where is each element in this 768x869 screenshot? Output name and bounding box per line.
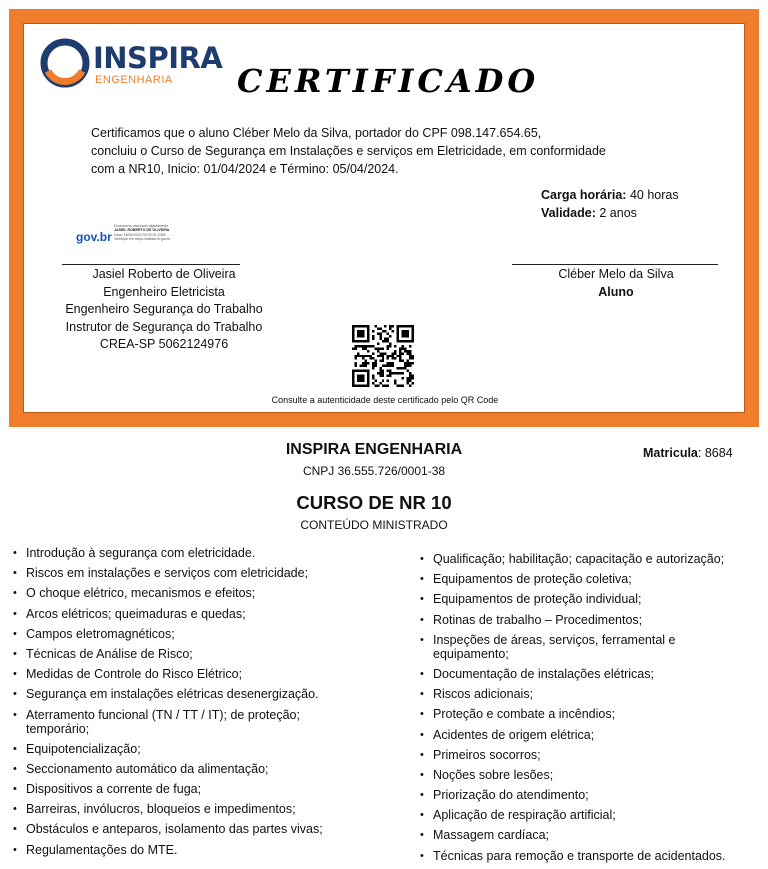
stamp-line: Verifique em https://validar.iti.gov.br xyxy=(114,237,171,242)
qr-code[interactable] xyxy=(352,325,414,387)
validity-label: Validade: xyxy=(541,206,596,220)
topic-item: • Aplicação de respiração artificial; xyxy=(418,808,753,822)
instructor-title: Engenheiro Segurança do Trabalho xyxy=(65,302,263,316)
instructor-name: Jasiel Roberto de Oliveira xyxy=(92,267,236,281)
topic-item: • Medidas de Controle do Risco Elétrico; xyxy=(11,667,341,681)
instructor-registry: CREA-SP 5062124976 xyxy=(99,337,229,351)
topic-item: • Acidentes de origem elétrica; xyxy=(418,728,753,742)
student-signature-line xyxy=(512,264,718,265)
certificate-title: CERTIFICADO xyxy=(237,62,540,100)
topic-item: • Inspeções de áreas, serviços, ferramental e equipamento; xyxy=(418,633,753,661)
topic-item: • Noções sobre lesões; xyxy=(418,768,753,782)
student-role: Aluno xyxy=(598,284,634,299)
workload-value: 40 horas xyxy=(629,188,679,202)
course-info xyxy=(541,186,679,222)
logo-name: INSPIRA xyxy=(93,41,223,75)
company-cnpj: CNPJ 36.555.726/0001-38 xyxy=(302,464,446,478)
topic-item: • Aterramento funcional (TN / TT / IT); de proteção; temporário; xyxy=(11,708,341,736)
stamp-line: Data: 18/04/2024 09:25:31-0300 xyxy=(114,232,166,237)
company-logo xyxy=(39,37,229,93)
stamp-text xyxy=(114,224,170,242)
topic-item: • Campos eletromagnéticos; xyxy=(11,627,341,641)
instructor-title: Engenheiro Eletricista xyxy=(103,284,225,299)
topic-item: • Regulamentações do MTE. xyxy=(11,843,341,857)
topic-item: • Massagem cardíaca; xyxy=(418,828,753,842)
registration-label: Matricula xyxy=(643,446,698,460)
topic-item: • Técnicas de Análise de Risco; xyxy=(11,647,341,661)
topic-item: • Obstáculos e anteparos, isolamento das partes vivas; xyxy=(11,822,341,836)
topic-item: • Riscos adicionais; xyxy=(418,687,753,701)
student-name: Cléber Melo da Silva xyxy=(558,267,674,281)
topic-item: • Técnicas para remoção e transporte de acidentados. xyxy=(418,849,753,863)
instructor-signature-block xyxy=(54,266,274,354)
topic-item: • Equipamentos de proteção individual; xyxy=(418,592,753,606)
topic-item: • Proteção e combate a incêndios; xyxy=(418,707,753,721)
registration-value: : 8684 xyxy=(697,446,733,460)
company-name: INSPIRA ENGENHARIA xyxy=(285,441,463,458)
digital-signature-stamp xyxy=(76,222,196,250)
instructor-signature-line xyxy=(62,264,240,265)
validity-value: 2 anos xyxy=(599,206,637,220)
certificate-text-line: Certificamos que o aluno Cléber Melo da Silva, portador do CPF 098.147.654.65, xyxy=(91,126,542,140)
qr-caption: Consulte a autenticidade deste certificado pelo QR Code xyxy=(271,395,499,405)
certificate-frame xyxy=(9,9,759,427)
topic-item: • Arcos elétricos; queimaduras e quedas; xyxy=(11,607,341,621)
topic-item: • O choque elétrico, mecanismos e efeitos; xyxy=(11,586,341,600)
certificate-panel xyxy=(23,23,745,413)
topic-item: • Segurança em instalações elétricas desenergização. xyxy=(11,687,341,701)
topic-item: • Riscos em instalações e serviços com eletricidade; xyxy=(11,566,341,580)
workload-row xyxy=(541,186,679,204)
stamp-line: JASIEL ROBERTO DE OLIVEIRA xyxy=(114,228,170,233)
topic-item: • Primeiros socorros; xyxy=(418,748,753,762)
certificate-text xyxy=(91,124,671,178)
instructor-title: Instrutor de Segurança do Trabalho xyxy=(65,319,263,334)
topic-item: • Documentação de instalações elétricas; xyxy=(418,667,753,681)
certificate-text-line: concluiu o Curso de Segurança em Instalações e serviços em Eletricidade, em conformidade xyxy=(91,144,606,158)
topic-item: • Priorização do atendimento; xyxy=(418,788,753,802)
topic-item: • Qualificação; habilitação; capacitação e autorização; xyxy=(418,552,753,566)
topics-list-right xyxy=(418,552,753,869)
topic-item: • Dispositivos a corrente de fuga; xyxy=(11,782,341,796)
logo-subtitle: ENGENHARIA xyxy=(95,74,173,86)
content-heading: CONTEÚDO MINISTRADO xyxy=(300,518,448,532)
govbr-logo: gov.br xyxy=(76,230,112,244)
course-title: CURSO DE NR 10 xyxy=(296,492,452,513)
student-signature-block xyxy=(511,266,721,301)
logo-mark-icon xyxy=(39,37,91,89)
registration-number xyxy=(643,446,733,460)
topic-item: • Seccionamento automático da alimentação; xyxy=(11,762,341,776)
workload-label: Carga horária: xyxy=(541,188,627,202)
certificate-text-line: com a NR10, Inicio: 01/04/2024 e Término: 05/04/2024. xyxy=(91,162,399,176)
topics-list-left xyxy=(11,546,341,863)
topic-item: • Introdução à segurança com eletricidade. xyxy=(11,546,341,560)
topic-item: • Equipamentos de proteção coletiva; xyxy=(418,572,753,586)
validity-row xyxy=(541,204,679,222)
topic-item: • Barreiras, invólucros, bloqueios e impedimentos; xyxy=(11,802,341,816)
topic-item: • Equipotencialização; xyxy=(11,742,341,756)
stamp-line: Documento assinado digitalmente xyxy=(114,224,169,228)
topic-item: • Rotinas de trabalho – Procedimentos; xyxy=(418,613,753,627)
